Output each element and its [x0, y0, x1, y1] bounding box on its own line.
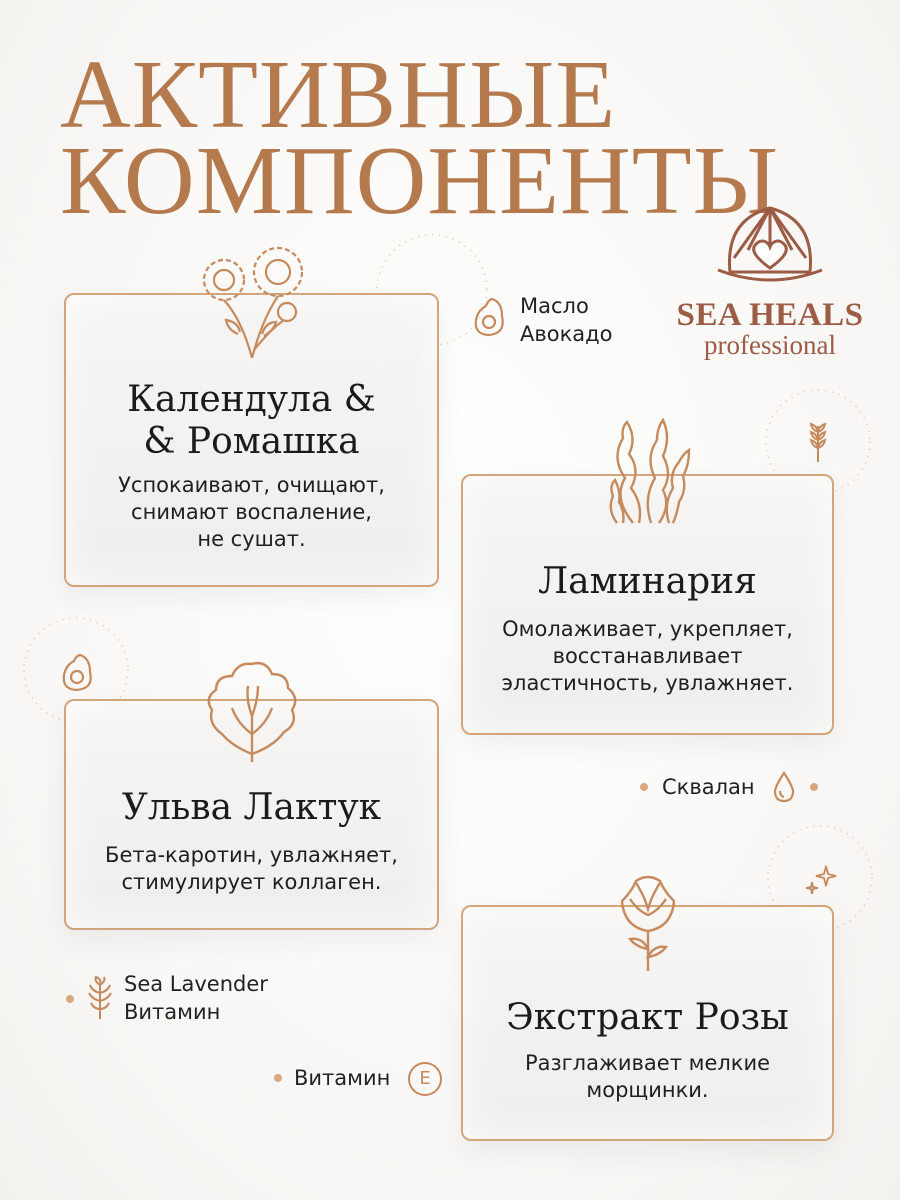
- card-laminaria-desc-line: Омолаживает, укрепляет,: [502, 617, 793, 641]
- card-ulva-desc: [66, 842, 437, 896]
- card-ulva-title: [66, 787, 437, 829]
- extra-avocado: [520, 292, 613, 348]
- page-title: [60, 41, 780, 235]
- card-calendula-title-line: Календула &: [127, 379, 376, 420]
- card-rose: [461, 905, 834, 1141]
- sparkles-icon: [804, 862, 840, 898]
- bullet-dot: [640, 783, 648, 791]
- rose-icon: [608, 869, 688, 974]
- card-laminaria-desc: [463, 616, 832, 697]
- extra-avocado-line: Авокадо: [520, 322, 613, 346]
- avocado-half-icon: [60, 652, 94, 692]
- card-calendula-title-line: & Ромашка: [143, 421, 360, 462]
- page-title-line-2: КОМПОНЕНТЫ: [60, 127, 780, 235]
- bullet-dot: [66, 995, 74, 1003]
- sea-lettuce-icon: [202, 654, 302, 764]
- card-rose-desc: [463, 1050, 832, 1104]
- card-laminaria-desc-line: эластичность, увлажняет.: [501, 671, 794, 695]
- card-laminaria-desc-line: восстанавливает: [552, 644, 743, 668]
- extra-squalane-line: Сквалан: [662, 775, 755, 799]
- bullet-dot: [274, 1074, 282, 1082]
- vitamin-e-icon: [408, 1062, 442, 1096]
- card-ulva-title-line: Ульва Лактук: [121, 787, 382, 828]
- card-rose-title-line: Экстракт Розы: [506, 997, 789, 1038]
- card-rose-title: [463, 997, 832, 1039]
- extra-squalane: [662, 773, 755, 801]
- extra-sea-lavender-line: Витамин: [124, 1000, 221, 1024]
- card-laminaria: [461, 474, 834, 735]
- card-rose-desc-line: морщинки.: [586, 1078, 709, 1102]
- card-ulva: [64, 699, 439, 930]
- shell-heart-logo-icon: [670, 200, 870, 290]
- calendula-chamomile-icon: [192, 250, 312, 360]
- card-ulva-desc-line: стимулирует коллаген.: [121, 870, 382, 894]
- card-ulva-desc-line: Бета-каротин, увлажняет,: [105, 843, 398, 867]
- card-calendula-desc-line: не сушат.: [197, 527, 306, 551]
- card-calendula: [64, 293, 439, 587]
- extra-avocado-line: Масло: [520, 294, 589, 318]
- wheat-icon: [806, 420, 830, 464]
- lavender-icon: [86, 975, 114, 1021]
- page-title-line-1: АКТИВНЫЕ: [60, 41, 617, 149]
- card-laminaria-title-line: Ламинария: [538, 561, 757, 602]
- brand-sub: professional: [704, 330, 836, 360]
- card-calendula-desc-line: Успокаивают, очищают,: [118, 473, 385, 497]
- card-calendula-desc: [66, 472, 437, 553]
- drop-icon: [772, 771, 796, 803]
- avocado-icon: [472, 296, 506, 338]
- card-rose-desc-line: Разглаживает мелкие: [524, 1051, 771, 1075]
- card-calendula-title: [66, 379, 437, 463]
- brand-name: SEA HEALS: [676, 297, 864, 333]
- kelp-icon: [603, 418, 693, 528]
- vitamin-e-badge: E: [419, 1068, 431, 1089]
- card-calendula-desc-line: снимают воспаление,: [131, 500, 372, 524]
- extra-vitamin-e-line: Витамин: [294, 1066, 391, 1090]
- brand-logo: [670, 200, 870, 370]
- card-laminaria-title: [463, 561, 832, 603]
- extra-sea-lavender: [124, 970, 268, 1026]
- extra-sea-lavender-line: Sea Lavender: [124, 972, 268, 996]
- extra-vitamin-e: [294, 1064, 390, 1092]
- bullet-dot: [810, 783, 818, 791]
